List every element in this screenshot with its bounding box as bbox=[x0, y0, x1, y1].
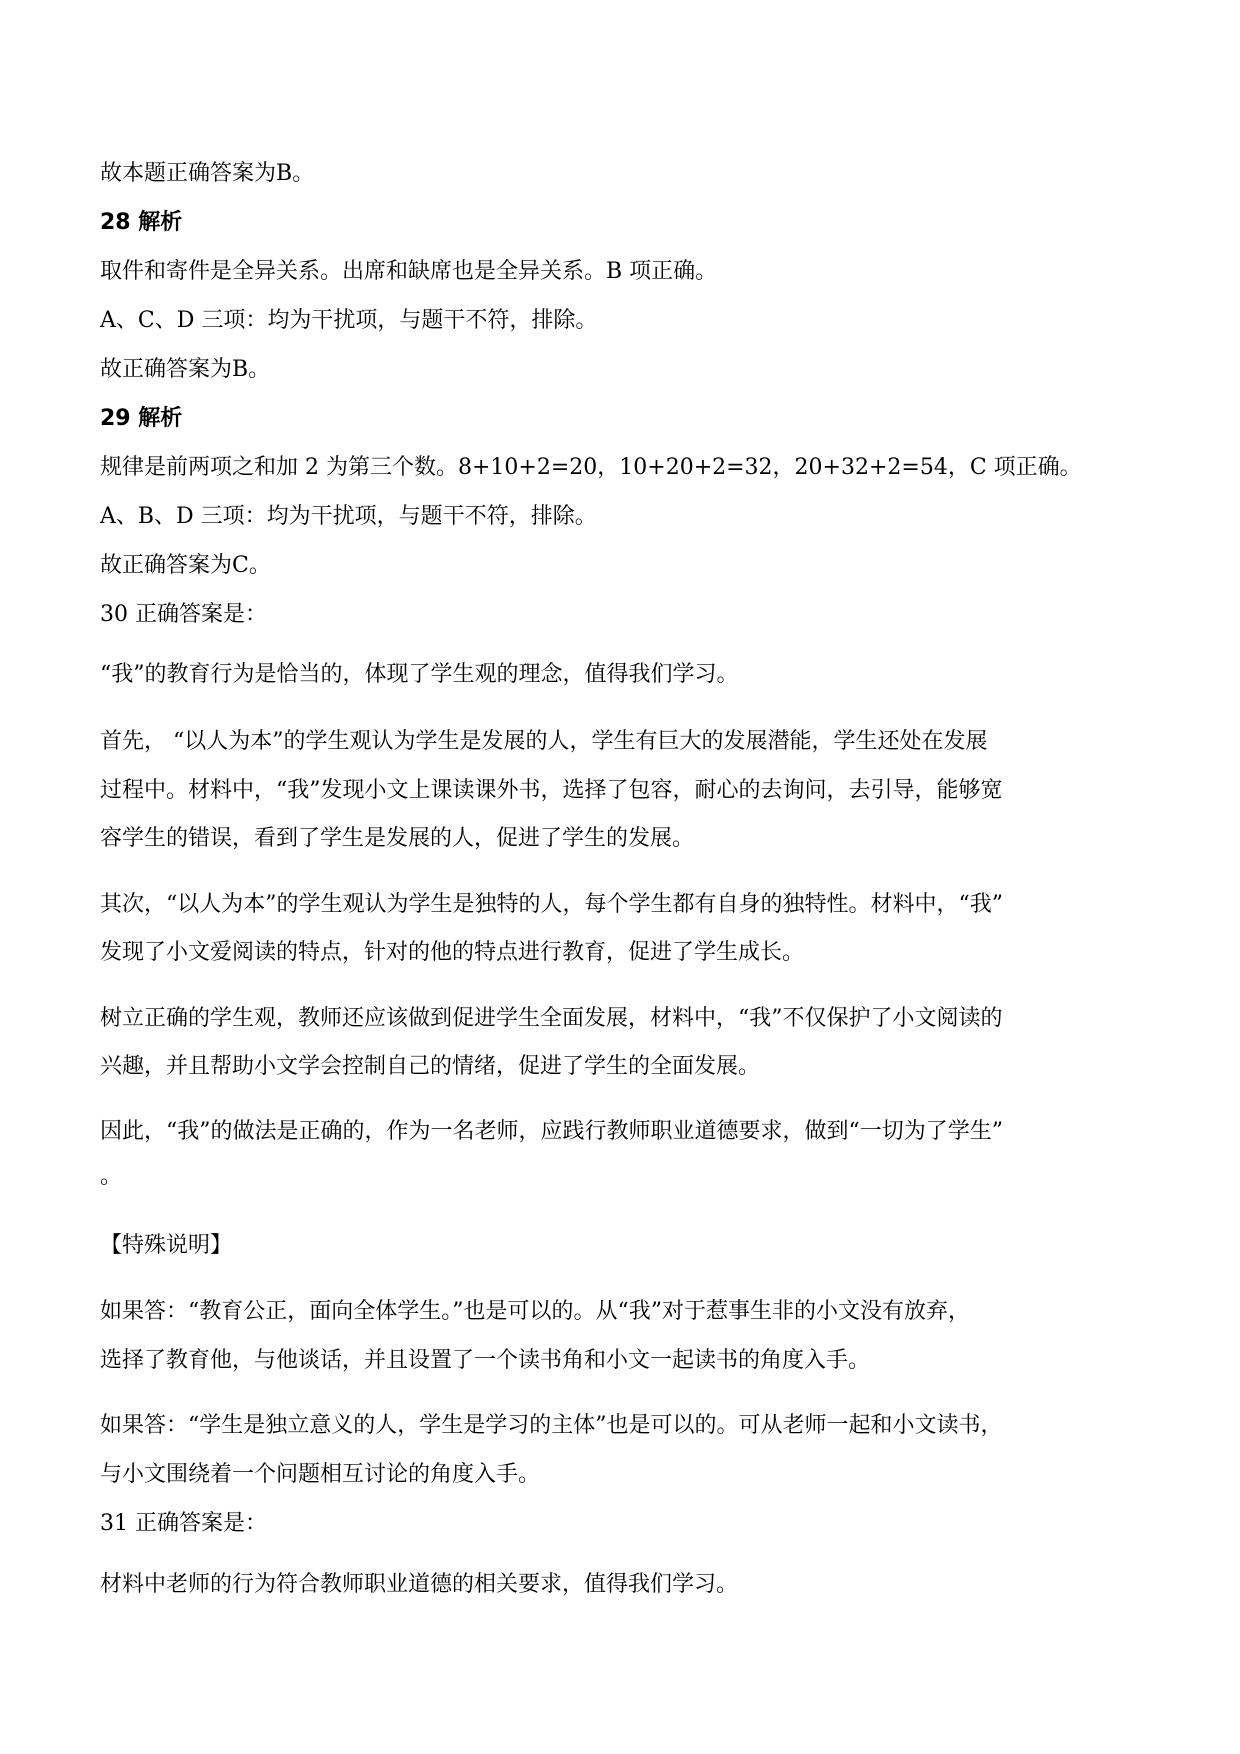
q29-conclusion: 故正确答案为C。 bbox=[100, 553, 271, 578]
q29-explanation: 规律是前两项之和加 2 为第三个数。8+10+2=20，10+20+2=32，20+32+2=54，C 项正确。 bbox=[100, 455, 1082, 480]
q30-heading: 30 正确答案是： bbox=[100, 602, 267, 627]
q28-distractors: A、C、D 三项：均为干扰项，与题干不符，排除。 bbox=[100, 308, 598, 333]
q30-paragraph-2-line-2: 过程中。材料中，“我”发现小文上课读课外书，选择了包容，耐心的去询问，去引导，能够宽 bbox=[100, 778, 1003, 803]
special-note-heading: 【特殊说明】 bbox=[100, 1233, 233, 1258]
q30-paragraph-4-line-1: 树立正确的学生观，教师还应该做到促进学生全面发展，材料中，“我”不仅保护了小文阅读的 bbox=[100, 1006, 1003, 1031]
q28-explanation: 取件和寄件是全异关系。出席和缺席也是全异关系。B 项正确。 bbox=[100, 259, 718, 284]
q30-paragraph-3-line-2: 发现了小文爱阅读的特点，针对的他的特点进行教育，促进了学生成长。 bbox=[100, 940, 805, 965]
q30-paragraph-5-line-1: 因此，“我”的做法是正确的，作为一名老师，应践行教师职业道德要求，做到“一切为了学生” bbox=[100, 1119, 1003, 1144]
special-note-2-line-2: 与小文围绕着一个问题相互讨论的角度入手。 bbox=[100, 1462, 541, 1487]
special-note-1-line-1: 如果答：“教育公正，面向全体学生。”也是可以的。从“我”对于惹事生非的小文没有放弃， bbox=[100, 1299, 970, 1324]
q31-paragraph-1: 材料中老师的行为符合教师职业道德的相关要求，值得我们学习。 bbox=[100, 1572, 739, 1597]
q27-conclusion: 故本题正确答案为B。 bbox=[100, 161, 315, 186]
q29-distractors: A、B、D 三项：均为干扰项，与题干不符，排除。 bbox=[100, 504, 597, 529]
q28-heading: 28 解析 bbox=[100, 210, 183, 235]
q28-conclusion: 故正确答案为B。 bbox=[100, 357, 271, 382]
q30-paragraph-1: “我”的教育行为是恰当的，体现了学生观的理念，值得我们学习。 bbox=[100, 662, 739, 687]
q30-paragraph-4-line-2: 兴趣，并且帮助小文学会控制自己的情绪，促进了学生的全面发展。 bbox=[100, 1054, 761, 1079]
q29-heading: 29 解析 bbox=[100, 406, 183, 431]
q30-paragraph-2-line-1: 首先， “以人为本”的学生观认为学生是发展的人，学生有巨大的发展潜能，学生还处在发展 bbox=[100, 729, 988, 754]
q31-heading: 31 正确答案是： bbox=[100, 1511, 267, 1536]
special-note-2-line-1: 如果答：“学生是独立意义的人，学生是学习的主体”也是可以的。可从老师一起和小文读书， bbox=[100, 1413, 1003, 1438]
q30-paragraph-2-line-3: 容学生的错误，看到了学生是发展的人，促进了学生的发展。 bbox=[100, 826, 695, 851]
q30-paragraph-5-line-2: 。 bbox=[100, 1164, 123, 1189]
q30-paragraph-3-line-1: 其次，“以人为本”的学生观认为学生是独特的人，每个学生都有自身的独特性。材料中，“我” bbox=[100, 892, 1003, 917]
special-note-1-line-2: 选择了教育他，与他谈话，并且设置了一个读书角和小文一起读书的角度入手。 bbox=[100, 1348, 871, 1373]
